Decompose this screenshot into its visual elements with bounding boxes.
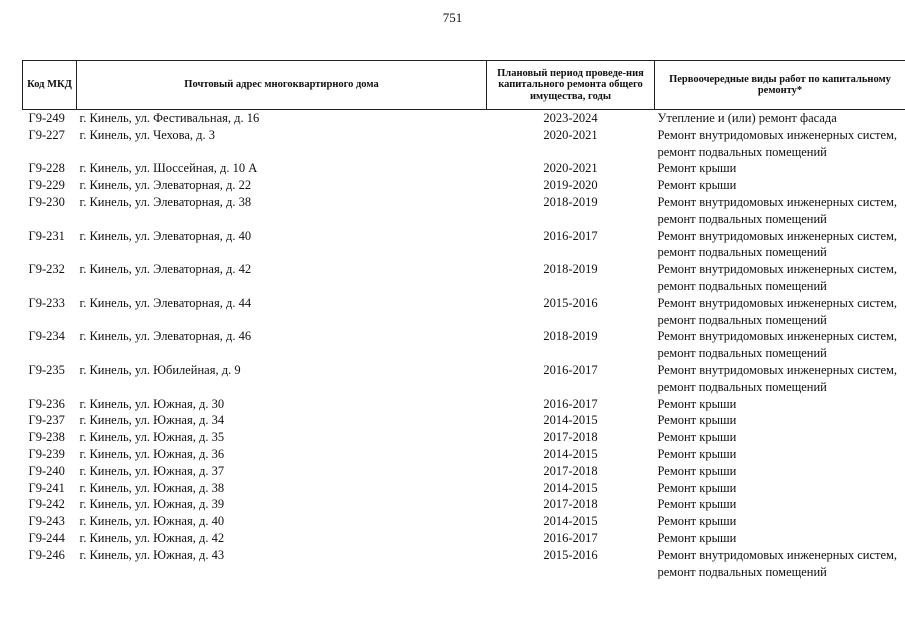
table-row (23, 295, 905, 329)
capital-repair-table (22, 60, 905, 580)
table-row (23, 429, 905, 446)
table-row (23, 446, 905, 463)
cell-code: Г9-241 (28, 480, 65, 495)
cell-period: 2016-2017 (543, 228, 598, 243)
cell-period: 2020-2021 (543, 161, 598, 176)
cell-works (655, 177, 905, 194)
cell-works (655, 160, 905, 177)
cell-code: Г9-240 (28, 463, 65, 478)
cell-works (655, 530, 905, 547)
cell-code: Г9-229 (28, 178, 65, 193)
cell-code: Г9-239 (28, 446, 65, 461)
cell-works (655, 396, 905, 413)
work-line: ремонт подвальных помещений (657, 346, 827, 361)
cell-period: 2016-2017 (543, 362, 598, 377)
cell-address: г. Кинель, ул. Южная, д. 30 (79, 396, 225, 411)
cell-works (655, 295, 905, 329)
work-line: Утепление и (или) ремонт фасада (657, 111, 837, 125)
cell-code: Г9-238 (28, 430, 65, 445)
work-line: ремонт подвальных помещений (657, 312, 827, 327)
header-works: Первоочередные виды работ по капитальному ремонту* (655, 61, 905, 110)
work-line: Ремонт внутридомовых инженерных систем, (657, 362, 898, 377)
cell-code: Г9-236 (28, 396, 65, 411)
header-address: Почтовый адрес многоквартирного дома (77, 61, 487, 110)
cell-address: г. Кинель, ул. Южная, д. 40 (79, 514, 225, 529)
work-line: Ремонт крыши (657, 430, 737, 445)
cell-works (655, 412, 905, 429)
cell-address: г. Кинель, ул. Южная, д. 35 (79, 430, 225, 445)
work-line: Ремонт внутридомовых инженерных систем, (657, 228, 898, 243)
cell-address: г. Кинель, ул. Южная, д. 42 (79, 530, 225, 545)
work-line: Ремонт крыши (657, 396, 737, 411)
cell-works (655, 446, 905, 463)
cell-period: 2016-2017 (543, 530, 598, 545)
cell-address: г. Кинель, ул. Шоссейная, д. 10 А (79, 161, 258, 176)
work-line: Ремонт крыши (657, 514, 737, 529)
cell-works (655, 362, 905, 396)
cell-code: Г9-237 (28, 413, 65, 428)
cell-code: Г9-235 (28, 362, 65, 377)
work-line: ремонт подвальных помещений (657, 564, 827, 579)
table-row (23, 412, 905, 429)
work-line: Ремонт крыши (657, 178, 737, 193)
cell-address: г. Кинель, ул. Южная, д. 34 (79, 413, 225, 428)
table-row (23, 110, 905, 127)
table-row (23, 328, 905, 362)
cell-address: г. Кинель, ул. Элеваторная, д. 44 (79, 295, 252, 310)
table-row (23, 480, 905, 497)
cell-code: Г9-228 (28, 161, 65, 176)
work-line: Ремонт крыши (657, 463, 737, 478)
table-row (23, 127, 905, 161)
work-line: Ремонт крыши (657, 413, 737, 428)
cell-address: г. Кинель, ул. Южная, д. 39 (79, 497, 225, 512)
cell-period: 2014-2015 (543, 446, 598, 461)
cell-period: 2015-2016 (543, 295, 598, 310)
cell-code: Г9-243 (28, 514, 65, 529)
cell-code: Г9-242 (28, 497, 65, 512)
table-row (23, 228, 905, 262)
cell-period: 2014-2015 (543, 514, 598, 529)
cell-address: г. Кинель, ул. Юбилейная, д. 9 (79, 362, 241, 377)
cell-address: г. Кинель, ул. Южная, д. 36 (79, 446, 225, 461)
table-row (23, 547, 905, 581)
cell-address: г. Кинель, ул. Элеваторная, д. 46 (79, 329, 252, 344)
work-line: Ремонт крыши (657, 530, 737, 545)
cell-period: 2023-2024 (543, 111, 598, 125)
cell-address: г. Кинель, ул. Фестивальная, д. 16 (79, 111, 260, 125)
cell-period: 2016-2017 (543, 396, 598, 411)
table-row (23, 513, 905, 530)
cell-address: г. Кинель, ул. Элеваторная, д. 22 (79, 178, 252, 193)
cell-address: г. Кинель, ул. Элеваторная, д. 40 (79, 228, 252, 243)
header-code: Код МКД (23, 61, 77, 110)
table-row (23, 530, 905, 547)
cell-code: Г9-246 (28, 547, 65, 562)
cell-period: 2017-2018 (543, 463, 598, 478)
table-row (23, 362, 905, 396)
cell-address: г. Кинель, ул. Чехова, д. 3 (79, 127, 216, 142)
work-line: ремонт подвальных помещений (657, 379, 827, 394)
cell-code: Г9-227 (28, 127, 65, 142)
page-number: 751 (442, 10, 463, 25)
work-line: ремонт подвальных помещений (657, 144, 827, 159)
cell-period: 2014-2015 (543, 480, 598, 495)
cell-period: 2015-2016 (543, 547, 598, 562)
cell-code: Г9-249 (28, 111, 65, 125)
work-line: ремонт подвальных помещений (657, 245, 827, 260)
cell-address: г. Кинель, ул. Южная, д. 43 (79, 547, 225, 562)
cell-code: Г9-231 (28, 228, 65, 243)
work-line: Ремонт внутридомовых инженерных систем, (657, 547, 898, 562)
table-header (23, 61, 905, 110)
cell-works (655, 513, 905, 530)
cell-code: Г9-233 (28, 295, 65, 310)
cell-address: г. Кинель, ул. Южная, д. 37 (79, 463, 225, 478)
cell-works (655, 127, 905, 161)
cell-period: 2017-2018 (543, 497, 598, 512)
cell-works (655, 228, 905, 262)
cell-period: 2017-2018 (543, 430, 598, 445)
table-row (23, 496, 905, 513)
cell-works (655, 496, 905, 513)
cell-address: г. Кинель, ул. Элеваторная, д. 38 (79, 194, 252, 209)
table-row (23, 177, 905, 194)
cell-works (655, 194, 905, 228)
cell-code: Г9-230 (28, 194, 65, 209)
work-line: ремонт подвальных помещений (657, 211, 827, 226)
work-line: Ремонт внутридомовых инженерных систем, (657, 262, 898, 277)
work-line: Ремонт внутридомовых инженерных систем, (657, 295, 898, 310)
header-row (23, 61, 905, 110)
cell-address: г. Кинель, ул. Южная, д. 38 (79, 480, 225, 495)
table-row (23, 160, 905, 177)
work-line: Ремонт крыши (657, 446, 737, 461)
table-row (23, 194, 905, 228)
table-body (23, 110, 905, 581)
work-line: Ремонт крыши (657, 497, 737, 512)
cell-works (655, 547, 905, 581)
table-row (23, 396, 905, 413)
work-line: Ремонт внутридомовых инженерных систем, (657, 127, 898, 142)
table-row (23, 261, 905, 295)
cell-period: 2018-2019 (543, 262, 598, 277)
cell-period: 2018-2019 (543, 329, 598, 344)
work-line: Ремонт крыши (657, 161, 737, 176)
work-line: Ремонт крыши (657, 480, 737, 495)
cell-works (655, 328, 905, 362)
cell-period: 2020-2021 (543, 127, 598, 142)
cell-works (655, 261, 905, 295)
cell-period: 2018-2019 (543, 194, 598, 209)
cell-period: 2014-2015 (543, 413, 598, 428)
cell-works (655, 429, 905, 446)
cell-code: Г9-244 (28, 530, 65, 545)
cell-code: Г9-232 (28, 262, 65, 277)
work-line: ремонт подвальных помещений (657, 278, 827, 293)
work-line: Ремонт внутридомовых инженерных систем, (657, 194, 898, 209)
work-line: Ремонт внутридомовых инженерных систем, (657, 329, 898, 344)
cell-code: Г9-234 (28, 329, 65, 344)
cell-works (655, 480, 905, 497)
cell-address: г. Кинель, ул. Элеваторная, д. 42 (79, 262, 252, 277)
header-period: Плановый период проведе-ния капитального ремонта общего имущества, годы (487, 61, 655, 110)
cell-period: 2019-2020 (543, 178, 598, 193)
table-row (23, 463, 905, 480)
cell-works (655, 110, 905, 127)
cell-works (655, 463, 905, 480)
